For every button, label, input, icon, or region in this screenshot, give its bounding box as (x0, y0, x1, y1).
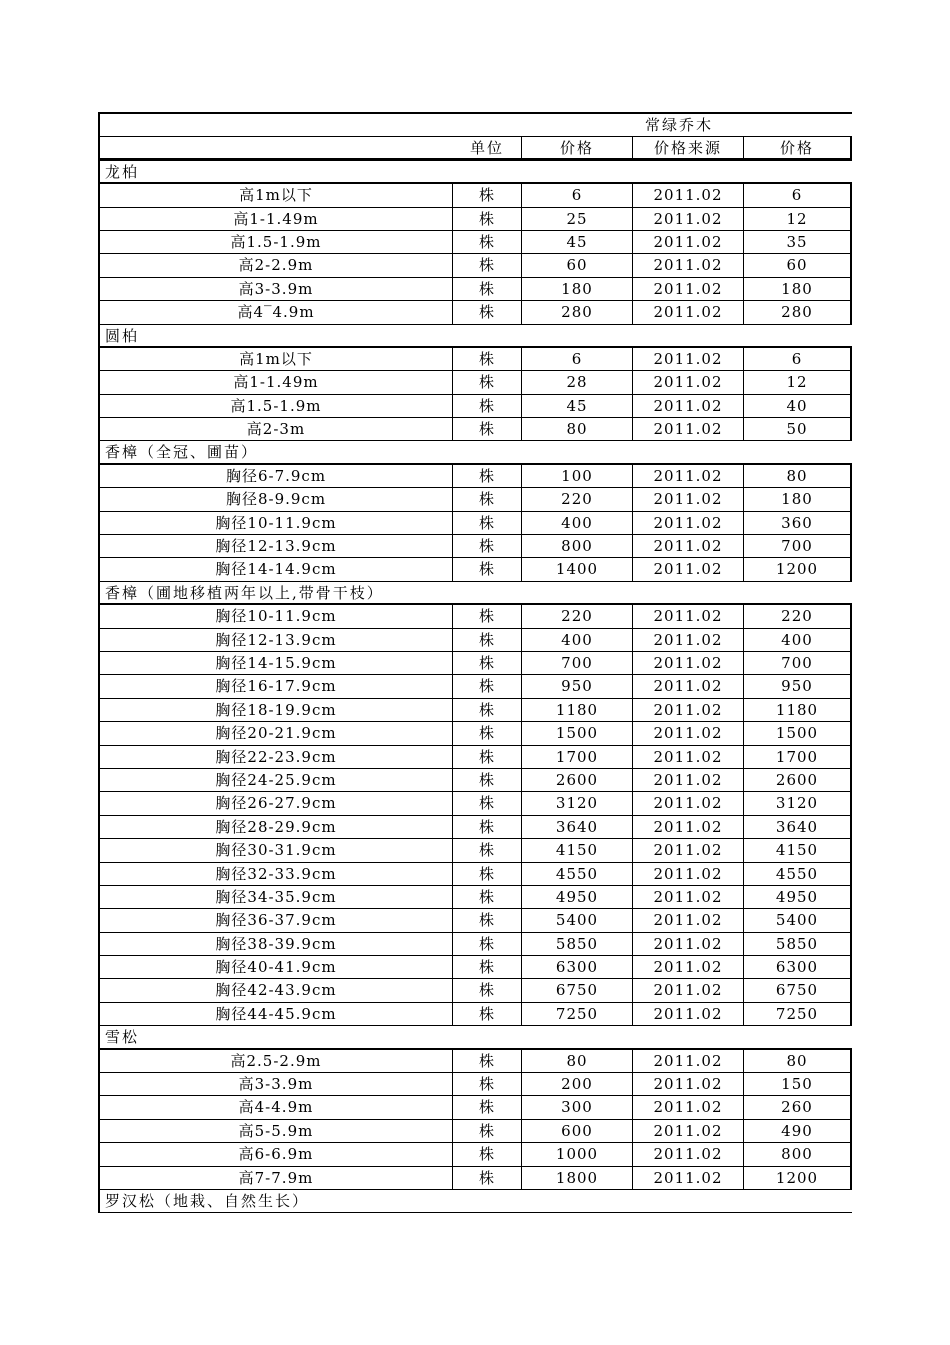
price-2-cell: 700 (744, 535, 852, 558)
category-name: 香樟（全冠、圃苗） (100, 441, 852, 464)
price-source-cell: 2011.02 (633, 792, 744, 815)
price-cell: 6300 (522, 956, 633, 979)
unit-cell: 株 (453, 1167, 522, 1190)
price-source-cell: 2011.02 (633, 418, 744, 441)
spec-cell: 胸径30-31.9cm (100, 839, 453, 862)
unit-cell: 株 (453, 1003, 522, 1026)
price-cell: 60 (522, 254, 633, 277)
category-row (100, 1190, 852, 1213)
price-2-cell: 50 (744, 418, 852, 441)
price-2-cell: 1200 (744, 1167, 852, 1190)
unit-cell: 株 (453, 699, 522, 722)
price-source-cell: 2011.02 (633, 933, 744, 956)
price-source-cell: 2011.02 (633, 558, 744, 581)
table-row (100, 231, 852, 254)
price-2-cell: 1180 (744, 699, 852, 722)
price-cell: 25 (522, 208, 633, 231)
table-row (100, 1120, 852, 1143)
price-cell: 100 (522, 465, 633, 488)
spec-cell: 胸径10-11.9cm (100, 605, 453, 628)
unit-cell: 株 (453, 979, 522, 1002)
unit-cell: 株 (453, 395, 522, 418)
table-row (100, 418, 852, 441)
price-cell: 700 (522, 652, 633, 675)
table-row (100, 254, 852, 277)
price-cell: 950 (522, 675, 633, 698)
spec-cell: 胸径18-19.9cm (100, 699, 453, 722)
price-source-cell: 2011.02 (633, 371, 744, 394)
spec-cell: 胸径14-15.9cm (100, 652, 453, 675)
table-row (100, 1143, 852, 1166)
price-cell: 1800 (522, 1167, 633, 1190)
price-2-cell: 80 (744, 465, 852, 488)
table-row (100, 512, 852, 535)
price-source-cell: 2011.02 (633, 208, 744, 231)
unit-cell: 株 (453, 348, 522, 371)
price-source-cell: 2011.02 (633, 1073, 744, 1096)
price-2-cell: 6300 (744, 956, 852, 979)
spec-cell: 高6-6.9m (100, 1143, 453, 1166)
spec-cell: 高3-3.9m (100, 1073, 453, 1096)
unit-cell: 株 (453, 886, 522, 909)
spec-cell: 胸径16-17.9cm (100, 675, 453, 698)
table-row (100, 816, 852, 839)
price-source-cell: 2011.02 (633, 675, 744, 698)
spec-cell: 高2-3m (100, 418, 453, 441)
price-source-cell: 2011.02 (633, 605, 744, 628)
price-2-cell: 6 (744, 184, 852, 207)
unit-cell: 株 (453, 1096, 522, 1119)
price-2-cell: 4950 (744, 886, 852, 909)
price-cell: 5400 (522, 909, 633, 932)
price-2-cell: 5400 (744, 909, 852, 932)
table-row (100, 535, 852, 558)
unit-cell: 株 (453, 558, 522, 581)
price-source-cell: 2011.02 (633, 1167, 744, 1190)
unit-cell: 株 (453, 722, 522, 745)
price-source-cell: 2011.02 (633, 1143, 744, 1166)
spec-cell: 胸径32-33.9cm (100, 863, 453, 886)
unit-cell: 株 (453, 1050, 522, 1073)
category-row (100, 582, 852, 605)
price-cell: 220 (522, 488, 633, 511)
unit-cell: 株 (453, 1143, 522, 1166)
spec-cell: 胸径12-13.9cm (100, 535, 453, 558)
price-2-cell: 800 (744, 1143, 852, 1166)
category-name: 香樟（圃地移植两年以上,带骨干枝） (100, 582, 852, 605)
price-cell: 3120 (522, 792, 633, 815)
category-row (100, 441, 852, 464)
table-row (100, 839, 852, 862)
unit-cell: 株 (453, 231, 522, 254)
table-row (100, 278, 852, 301)
unit-cell: 株 (453, 535, 522, 558)
table-row (100, 371, 852, 394)
category-name: 龙柏 (100, 161, 852, 184)
unit-cell: 株 (453, 909, 522, 932)
table-body (100, 161, 852, 1214)
table-title-row (100, 114, 852, 137)
spec-cell: 胸径26-27.9cm (100, 792, 453, 815)
spec-cell: 胸径8-9.9cm (100, 488, 453, 511)
price-source-cell: 2011.02 (633, 231, 744, 254)
price-2-cell: 3640 (744, 816, 852, 839)
table-row (100, 863, 852, 886)
price-table (98, 112, 852, 1213)
unit-cell: 株 (453, 418, 522, 441)
price-source-cell: 2011.02 (633, 629, 744, 652)
price-source-cell: 2011.02 (633, 1096, 744, 1119)
price-cell: 80 (522, 418, 633, 441)
unit-cell: 株 (453, 792, 522, 815)
table-row (100, 1073, 852, 1096)
category-row (100, 161, 852, 184)
price-cell: 600 (522, 1120, 633, 1143)
category-name: 圆柏 (100, 325, 852, 348)
price-cell: 7250 (522, 1003, 633, 1026)
price-cell: 1180 (522, 699, 633, 722)
price-source-cell: 2011.02 (633, 652, 744, 675)
spec-cell: 高1-1.49m (100, 208, 453, 231)
price-cell: 400 (522, 512, 633, 535)
price-source-cell: 2011.02 (633, 816, 744, 839)
spec-cell: 胸径34-35.9cm (100, 886, 453, 909)
price-cell: 4150 (522, 839, 633, 862)
price-2-cell: 180 (744, 278, 852, 301)
price-cell: 45 (522, 395, 633, 418)
price-source-cell: 2011.02 (633, 886, 744, 909)
unit-cell: 株 (453, 254, 522, 277)
price-2-cell: 700 (744, 652, 852, 675)
price-source-cell: 2011.02 (633, 465, 744, 488)
price-2-cell: 260 (744, 1096, 852, 1119)
unit-cell: 株 (453, 933, 522, 956)
price-source-cell: 2011.02 (633, 512, 744, 535)
table-row (100, 1003, 852, 1026)
price-cell: 1000 (522, 1143, 633, 1166)
table-row (100, 558, 852, 581)
unit-cell: 株 (453, 839, 522, 862)
price-cell: 6 (522, 184, 633, 207)
price-2-cell: 400 (744, 629, 852, 652)
price-cell: 1400 (522, 558, 633, 581)
unit-cell: 株 (453, 184, 522, 207)
price-2-cell: 280 (744, 301, 852, 324)
unit-cell: 株 (453, 605, 522, 628)
table-row (100, 605, 852, 628)
price-2-cell: 35 (744, 231, 852, 254)
price-2-cell: 40 (744, 395, 852, 418)
header-unit: 单位 (453, 137, 522, 159)
table-row (100, 933, 852, 956)
header-price: 价格 (522, 137, 633, 159)
unit-cell: 株 (453, 1120, 522, 1143)
unit-cell: 株 (453, 652, 522, 675)
header-spec (100, 137, 453, 159)
unit-cell: 株 (453, 465, 522, 488)
price-2-cell: 4150 (744, 839, 852, 862)
spec-cell: 胸径6-7.9cm (100, 465, 453, 488)
spec-cell: 高2-2.9m (100, 254, 453, 277)
spec-cell: 胸径36-37.9cm (100, 909, 453, 932)
price-cell: 5850 (522, 933, 633, 956)
unit-cell: 株 (453, 208, 522, 231)
table-row (100, 395, 852, 418)
price-cell: 4950 (522, 886, 633, 909)
price-source-cell: 2011.02 (633, 956, 744, 979)
spec-cell: 高1m以下 (100, 348, 453, 371)
table-row (100, 722, 852, 745)
header-price-2: 价格 (744, 137, 852, 159)
price-cell: 280 (522, 301, 633, 324)
price-2-cell: 1200 (744, 558, 852, 581)
price-source-cell: 2011.02 (633, 746, 744, 769)
spec-cell: 胸径24-25.9cm (100, 769, 453, 792)
price-source-cell: 2011.02 (633, 184, 744, 207)
unit-cell: 株 (453, 371, 522, 394)
price-cell: 45 (522, 231, 633, 254)
unit-cell: 株 (453, 956, 522, 979)
unit-cell: 株 (453, 488, 522, 511)
spec-cell: 胸径14-14.9cm (100, 558, 453, 581)
table-row (100, 301, 852, 324)
price-2-cell: 6750 (744, 979, 852, 1002)
unit-cell: 株 (453, 1073, 522, 1096)
spec-cell: 高4‾4.9m (100, 301, 453, 324)
price-2-cell: 60 (744, 254, 852, 277)
price-cell: 3640 (522, 816, 633, 839)
spec-cell: 高2.5-2.9m (100, 1050, 453, 1073)
unit-cell: 株 (453, 863, 522, 886)
unit-cell: 株 (453, 301, 522, 324)
table-row (100, 699, 852, 722)
table-row (100, 208, 852, 231)
table-row (100, 746, 852, 769)
price-cell: 300 (522, 1096, 633, 1119)
unit-cell: 株 (453, 746, 522, 769)
price-cell: 2600 (522, 769, 633, 792)
price-2-cell: 4550 (744, 863, 852, 886)
price-2-cell: 12 (744, 208, 852, 231)
price-cell: 1500 (522, 722, 633, 745)
table-row (100, 886, 852, 909)
category-name: 雪松 (100, 1026, 852, 1049)
table-row (100, 909, 852, 932)
price-2-cell: 6 (744, 348, 852, 371)
spec-cell: 高4-4.9m (100, 1096, 453, 1119)
header-row (100, 137, 852, 160)
price-cell: 220 (522, 605, 633, 628)
price-cell: 180 (522, 278, 633, 301)
price-source-cell: 2011.02 (633, 722, 744, 745)
price-source-cell: 2011.02 (633, 1050, 744, 1073)
price-source-cell: 2011.02 (633, 1120, 744, 1143)
spec-cell: 胸径28-29.9cm (100, 816, 453, 839)
table-row (100, 792, 852, 815)
unit-cell: 株 (453, 629, 522, 652)
spec-cell: 高7-7.9m (100, 1167, 453, 1190)
price-2-cell: 5850 (744, 933, 852, 956)
price-source-cell: 2011.02 (633, 699, 744, 722)
spec-cell: 高1.5-1.9m (100, 231, 453, 254)
spec-cell: 胸径38-39.9cm (100, 933, 453, 956)
price-source-cell: 2011.02 (633, 348, 744, 371)
table-row (100, 184, 852, 207)
price-cell: 6 (522, 348, 633, 371)
table-row (100, 1096, 852, 1119)
price-cell: 28 (522, 371, 633, 394)
table-row (100, 769, 852, 792)
spec-cell: 胸径12-13.9cm (100, 629, 453, 652)
table-row (100, 1167, 852, 1190)
spec-cell: 高1-1.49m (100, 371, 453, 394)
price-2-cell: 3120 (744, 792, 852, 815)
price-2-cell: 220 (744, 605, 852, 628)
unit-cell: 株 (453, 278, 522, 301)
category-row (100, 325, 852, 348)
price-2-cell: 1700 (744, 746, 852, 769)
spec-cell: 高5-5.9m (100, 1120, 453, 1143)
price-source-cell: 2011.02 (633, 909, 744, 932)
price-cell: 6750 (522, 979, 633, 1002)
price-2-cell: 950 (744, 675, 852, 698)
price-2-cell: 150 (744, 1073, 852, 1096)
price-cell: 4550 (522, 863, 633, 886)
spec-cell: 胸径42-43.9cm (100, 979, 453, 1002)
price-source-cell: 2011.02 (633, 301, 744, 324)
spec-cell: 高3-3.9m (100, 278, 453, 301)
table-row (100, 488, 852, 511)
table-row (100, 465, 852, 488)
price-2-cell: 360 (744, 512, 852, 535)
price-2-cell: 80 (744, 1050, 852, 1073)
price-2-cell: 1500 (744, 722, 852, 745)
header-price-source: 价格来源 (633, 137, 744, 159)
price-source-cell: 2011.02 (633, 979, 744, 1002)
price-source-cell: 2011.02 (633, 395, 744, 418)
price-cell: 80 (522, 1050, 633, 1073)
table-row (100, 629, 852, 652)
unit-cell: 株 (453, 512, 522, 535)
unit-cell: 株 (453, 816, 522, 839)
spec-cell: 胸径40-41.9cm (100, 956, 453, 979)
table-row (100, 979, 852, 1002)
price-source-cell: 2011.02 (633, 254, 744, 277)
spec-cell: 胸径22-23.9cm (100, 746, 453, 769)
price-2-cell: 180 (744, 488, 852, 511)
table-row (100, 956, 852, 979)
price-cell: 1700 (522, 746, 633, 769)
spec-cell: 胸径44-45.9cm (100, 1003, 453, 1026)
price-source-cell: 2011.02 (633, 488, 744, 511)
price-cell: 200 (522, 1073, 633, 1096)
table-row (100, 1050, 852, 1073)
price-source-cell: 2011.02 (633, 278, 744, 301)
spec-cell: 胸径10-11.9cm (100, 512, 453, 535)
table-row (100, 652, 852, 675)
price-source-cell: 2011.02 (633, 863, 744, 886)
category-row (100, 1026, 852, 1049)
price-2-cell: 12 (744, 371, 852, 394)
price-source-cell: 2011.02 (633, 1003, 744, 1026)
spec-cell: 胸径20-21.9cm (100, 722, 453, 745)
price-2-cell: 2600 (744, 769, 852, 792)
price-2-cell: 490 (744, 1120, 852, 1143)
price-source-cell: 2011.02 (633, 839, 744, 862)
unit-cell: 株 (453, 769, 522, 792)
category-name: 罗汉松（地栽、自然生长） (100, 1190, 852, 1213)
table-title: 常绿乔木 (633, 114, 852, 137)
spec-cell: 高1m以下 (100, 184, 453, 207)
price-source-cell: 2011.02 (633, 535, 744, 558)
unit-cell: 株 (453, 675, 522, 698)
spec-cell: 高1.5-1.9m (100, 395, 453, 418)
price-source-cell: 2011.02 (633, 769, 744, 792)
table-row (100, 675, 852, 698)
price-cell: 400 (522, 629, 633, 652)
price-cell: 800 (522, 535, 633, 558)
price-2-cell: 7250 (744, 1003, 852, 1026)
table-row (100, 348, 852, 371)
title-spacer (100, 114, 633, 137)
